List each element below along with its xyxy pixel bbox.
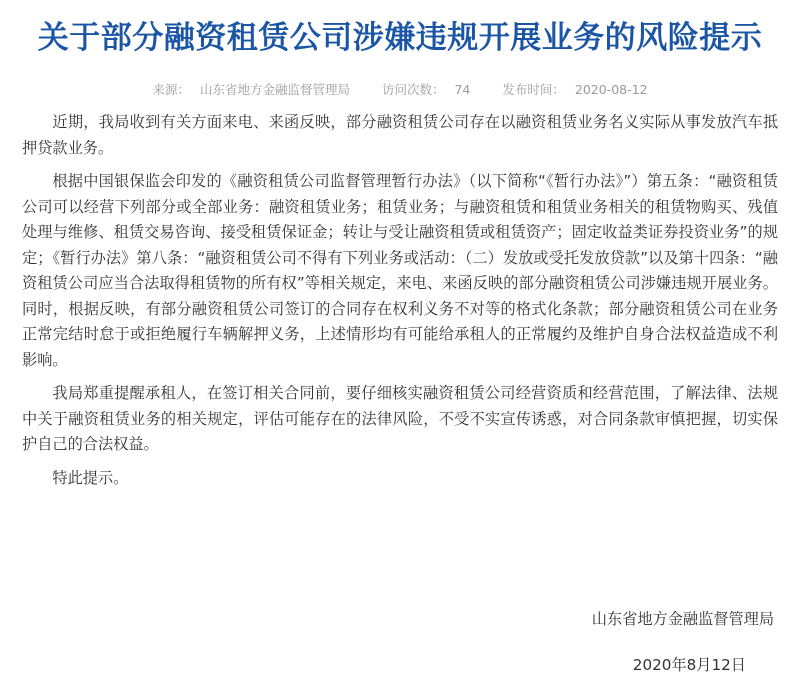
paragraph: 我局郑重提醒承租人，在签订相关合同前，要仔细核实融资租赁公司经营资质和经营范围，了解法律、法规中关于融资租赁业务的相关规定，评估可能存在的法律风险，不受不实宣传诱惑，对合同条款审慎把握，切实保护自己的合法权益。	[22, 384, 778, 453]
meta-published	[502, 80, 647, 100]
meta-source-value: 山东省地方金融监督管理局	[199, 82, 350, 97]
meta-visits	[382, 80, 470, 100]
signature-date: 2020年8月12日	[632, 656, 746, 674]
meta-visits-value: 74	[454, 82, 471, 97]
signature-organization: 山东省地方金融监督管理局	[591, 610, 774, 628]
paragraph: 近期，我局收到有关方面来电、来函反映，部分融资租赁公司存在以融资租赁业务名义实际从事发放汽车抵押贷款业务。	[22, 113, 778, 157]
meta-visits-label: 访问次数：	[381, 82, 445, 97]
meta-source-label: 来源：	[152, 82, 190, 97]
meta-source	[152, 80, 350, 100]
article-title: 关于部分融资租赁公司涉嫌违规开展业务的风险提示	[37, 20, 763, 56]
paragraph: 特此提示。	[52, 468, 129, 487]
article-meta	[22, 80, 778, 100]
paragraph: 根据中国银保监会印发的《融资租赁公司监督管理暂行办法》（以下简称“《暂行办法》”）第五条：“融资租赁公司可以经营下列部分或全部业务：融资租赁业务；租赁业务；与融资租赁和租赁业务相关的租赁物购买、残值处理与维修、租赁交易咨询、接受租赁保证金；转让与受让融资租赁或租赁资产；固定收益类证券投资业务”的规定；《暂行办法》第八条：“融资租赁公司不得有下列业务或活动：（二）发放或受托发放贷款”以及第十四条：“融资租赁公司应当合法取得租赁物的所有权”等相关规定，来电、来函反映的部分融资租赁公司涉嫌违规开展业务。同时，根据反映，有部分融资租赁公司签订的合同存在权利义务不对等的格式化条款；部分融资租赁公司在业务正常完结时怠于或拒绝履行车辆解押义务，上述情形均有可能给承租人的正常履约及维护自身合法权益造成不利影响。	[22, 172, 778, 369]
article-body	[22, 110, 778, 491]
meta-published-label: 发布时间：	[502, 82, 565, 97]
meta-published-value: 2020-08-12	[574, 82, 648, 97]
